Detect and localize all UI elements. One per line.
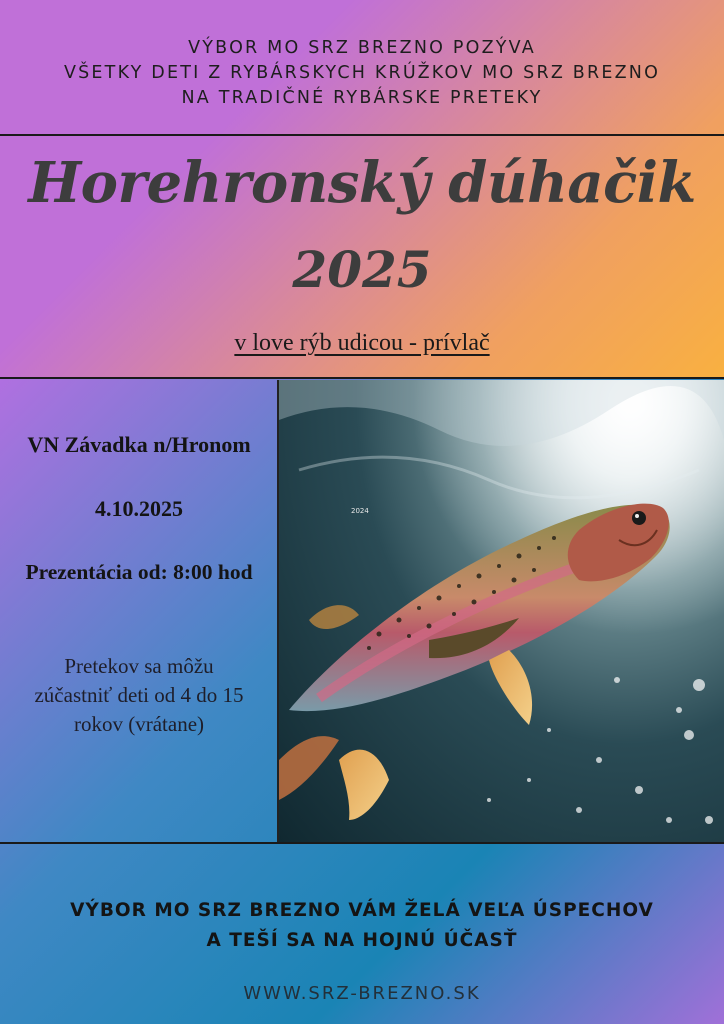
eligibility-note xyxy=(0,652,278,739)
trout-illustration xyxy=(279,380,724,842)
trout-photo xyxy=(279,380,724,842)
photo-year-label: 2024 xyxy=(351,507,369,515)
footer-line: VÝBOR MO SRZ BREZNO VÁM ŽELÁ VEĽA ÚSPECHOV xyxy=(70,900,654,921)
eligibility-line: rokov (vrátane) xyxy=(73,712,205,736)
divider-middle xyxy=(0,377,724,379)
event-location: VN Závadka n/Hronom xyxy=(27,432,251,457)
divider-top xyxy=(0,134,724,136)
eligibility-line: Pretekov sa môžu xyxy=(64,654,214,678)
eligibility-line: zúčastniť deti od 4 do 15 xyxy=(34,683,244,707)
website-link[interactable]: WWW.SRZ-BREZNO.SK xyxy=(243,983,481,1004)
invitation-header xyxy=(0,36,724,111)
registration-time: Prezentácia od: 8:00 hod xyxy=(25,560,253,584)
event-subtitle: v love rýb udicou - prívlač xyxy=(234,330,490,356)
closing-message xyxy=(0,896,724,956)
header-line: NA TRADIČNÉ RYBÁRSKE PRETEKY xyxy=(181,88,543,108)
event-title: Horehronský dúhačik xyxy=(28,150,696,216)
header-line: VÝBOR MO SRZ BREZNO POZÝVA xyxy=(188,38,536,58)
event-details xyxy=(0,380,278,840)
event-date: 4.10.2025 xyxy=(95,496,183,521)
header-line: VŠETKY DETI Z RYBÁRSKYCH KRÚŽKOV MO SRZ BREZNO xyxy=(63,63,661,83)
divider-bottom xyxy=(0,842,724,844)
event-year: 2025 xyxy=(292,240,432,299)
footer-line: A TEŠÍ SA NA HOJNÚ ÚČASŤ xyxy=(206,930,518,951)
